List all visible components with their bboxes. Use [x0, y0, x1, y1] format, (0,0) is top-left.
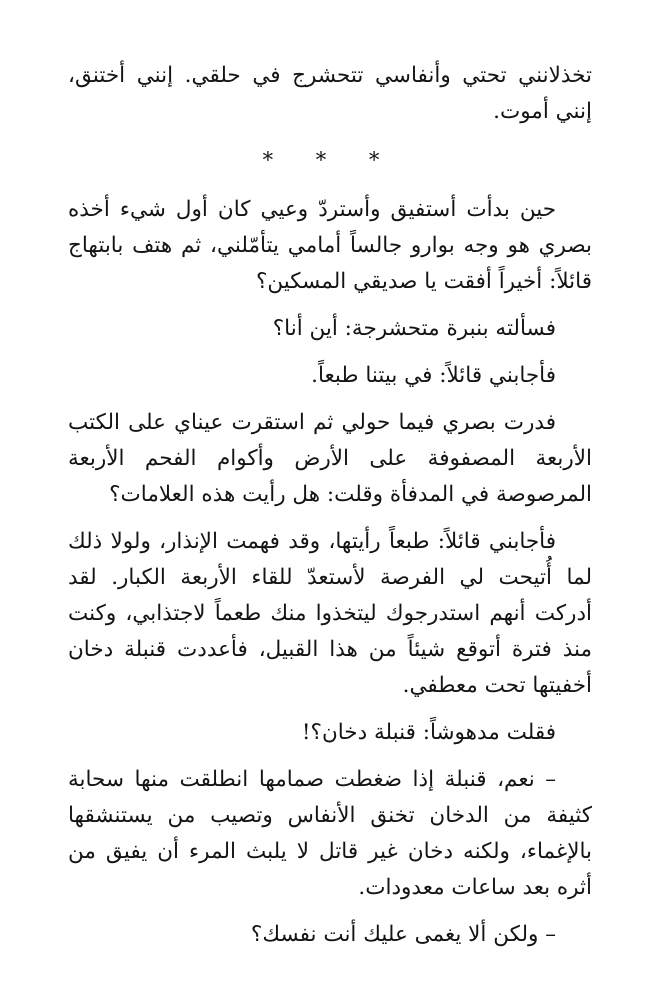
- paragraph-question-where: فسألته بنبرة متحشرجة: أين أنا؟: [272, 316, 556, 341]
- section-divider: * * *: [262, 148, 398, 172]
- paragraph-awakening: حين بدأت أستفيق وأستردّ وعيي كان أول شيء أخذه بصري هو وجه بوارو جالساً أمامي يتأمّلني، ثم هتف بابتهاج قائلاً: أخيراً أفقت يا صديقي المسكين؟: [68, 197, 592, 294]
- book-page: [68, 58, 592, 988]
- paragraph-smoke-bomb-explanation: – نعم، قنبلة إذا ضغطت صمامها انطلقت منها سحابة كثيفة من الدخان تخنق الأنفاس وتصيب من يستنشقها بالإغماء، ولكنه دخان غير قاتل لا يلبث المرء أن يفيق من أثره بعد ساعات معدودات.: [68, 767, 592, 900]
- paragraph-signs: فدرت بصري فيما حولي ثم استقرت عيناي على الكتب الأربعة المصفوفة على الأرض وأكوام الفحم الأربعة المرصوصة في المدفأة وقلت: هل رأيت هذه العلامات؟: [68, 410, 592, 507]
- paragraph-smoke-bomb-question: فقلت مدهوشاً: قنبلة دخان؟!: [301, 720, 556, 745]
- paragraph-final-question: – ولكن ألا يغمى عليك أنت نفسك؟: [250, 922, 556, 947]
- paragraph-poirot-explains: فأجابني قائلاً: طبعاً رأيتها، وقد فهمت الإنذار، ولولا ذلك لما أُتيحت لي الفرصة لأستعدّ للقاء الأربعة الكبار. لقد أدركت أنهم استدرجوك ليتخذوا منك طعماً لاجتذابي، وكنت منذ فترة أتوقع شيئاً من هذا القبيل، فأعددت قنبلة دخان أخفيتها تحت معطفي.: [68, 529, 592, 698]
- paragraph-answer-home: فأجابني قائلاً: في بيتنا طبعاً.: [311, 363, 556, 388]
- paragraph-continuation: تخذلانني تحتي وأنفاسي تتحشرج في حلقي. إنني أختنق، إنني أموت.: [68, 63, 592, 124]
